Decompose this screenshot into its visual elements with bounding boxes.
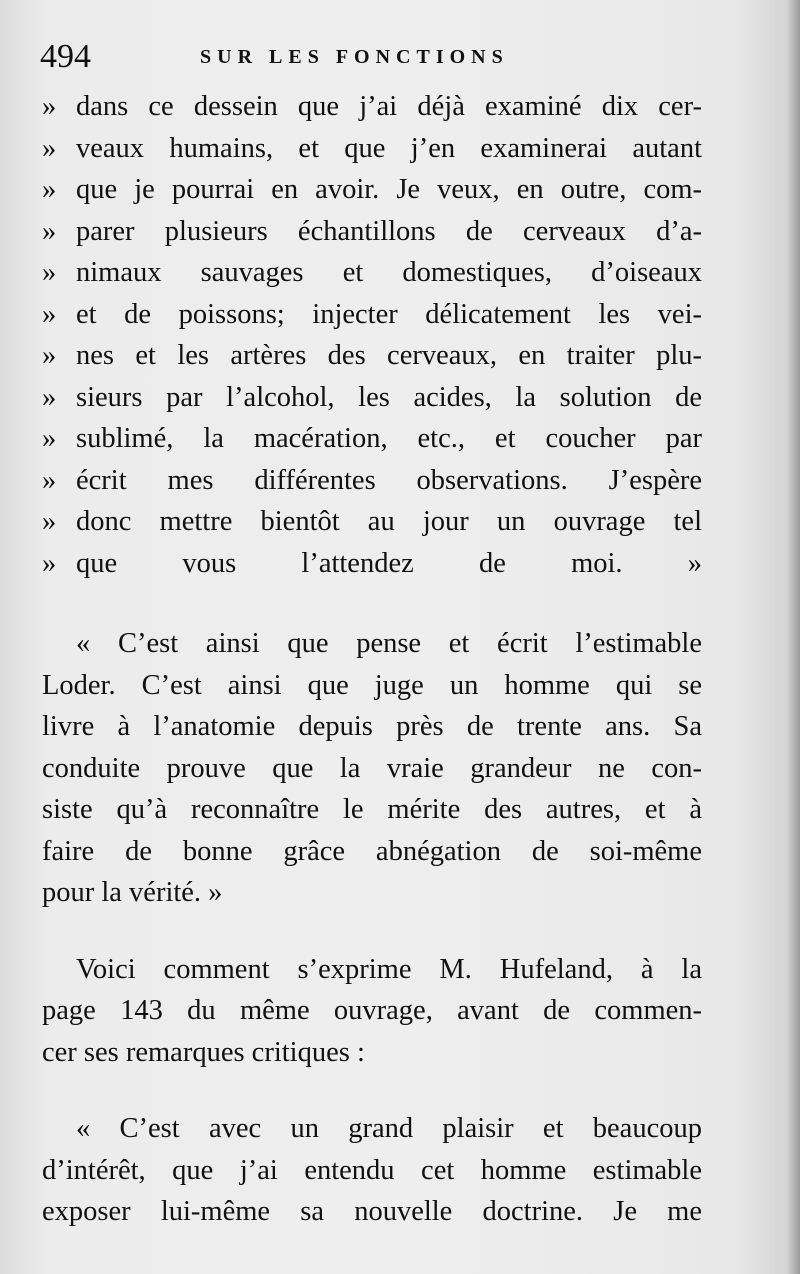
quoted-line: » nimaux sauvages et domestiques, d’oiseaux — [42, 257, 702, 288]
paragraph — [42, 1108, 702, 1233]
quoted-line: » que vous l’attendez de moi. » — [42, 547, 702, 579]
quoted-line: » et de poissons; injecter délicatement les vei- — [42, 298, 702, 330]
page-header — [40, 38, 740, 82]
text-line: Loder. C’est ainsi que juge un homme qui se — [42, 669, 702, 701]
quoted-line: » donc mettre bientôt au jour un ouvrage tel — [42, 506, 702, 537]
text-line: siste qu’à reconnaître le mérite des autres, et à — [42, 794, 702, 825]
quoted-line: » sublimé, la macération, etc., et coucher par — [42, 423, 702, 454]
text-line: livre à l’anatomie depuis près de trente ans. Sa — [42, 711, 702, 742]
quoted-block — [42, 86, 702, 584]
text-line: faire de bonne grâce abnégation de soi-même — [42, 835, 702, 867]
quoted-line: » nes et les artères des cerveaux, en traiter plu- — [42, 340, 702, 371]
text-line: Voici comment s’exprime M. Hufeland, à la — [76, 953, 702, 985]
text-line: page 143 du même ouvrage, avant de commen- — [42, 995, 702, 1026]
quoted-line: » sieurs par l’alcohol, les acides, la solution de — [42, 381, 702, 413]
text-line: « C’est avec un grand plaisir et beaucoup — [76, 1113, 702, 1144]
running-head: SUR LES FONCTIONS — [200, 46, 509, 68]
page-number: 494 — [40, 38, 91, 75]
text-line: cer ses remarques critiques : — [42, 1036, 365, 1068]
body-text — [42, 86, 702, 1233]
quoted-line: » dans ce dessein que j’ai déjà examiné dix cer- — [42, 91, 702, 122]
text-line: pour la vérité. » — [42, 877, 223, 908]
quoted-line: » veaux humains, et que j’en examinerai autant — [42, 132, 702, 164]
quoted-line: » écrit mes différentes observations. J’espère — [42, 464, 702, 496]
quoted-line: » parer plusieurs échantillons de cerveaux d’a- — [42, 215, 702, 247]
text-line: d’intérêt, que j’ai entendu cet homme estimable — [42, 1154, 702, 1186]
text-line: conduite prouve que la vraie grandeur ne con- — [42, 752, 702, 784]
paragraph — [42, 949, 702, 1074]
page-edge — [786, 0, 800, 1274]
quoted-line: » que je pourrai en avoir. Je veux, en outre, com- — [42, 174, 702, 205]
paragraph — [42, 623, 702, 914]
text-line: exposer lui-même sa nouvelle doctrine. Je me — [42, 1196, 702, 1227]
text-line: « C’est ainsi que pense et écrit l’estimable — [76, 628, 702, 659]
